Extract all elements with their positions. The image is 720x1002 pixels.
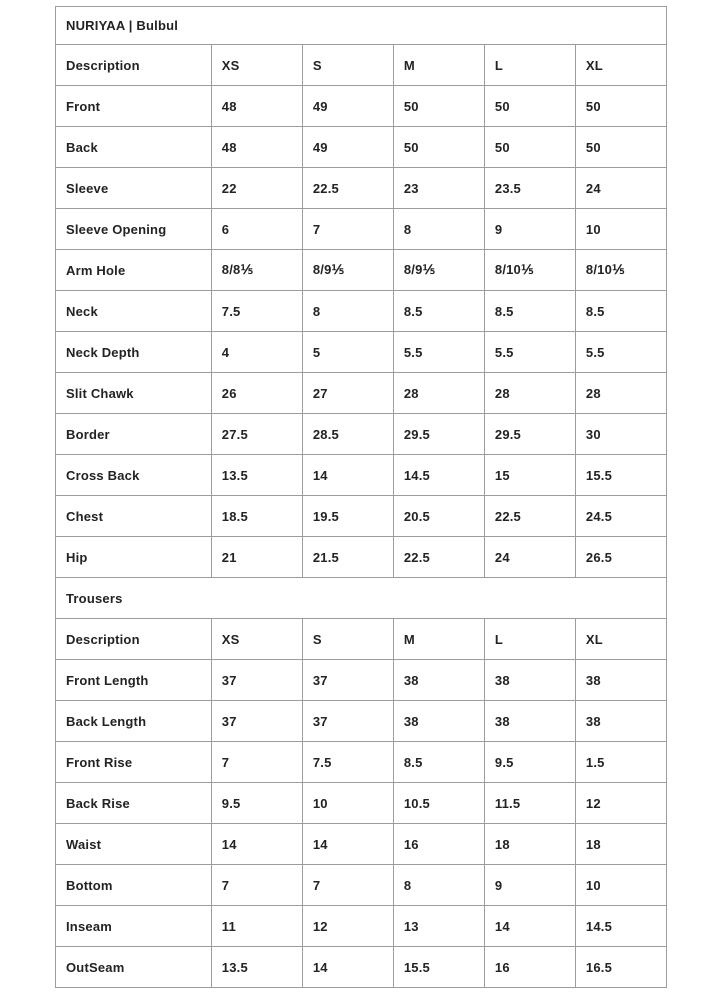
cell-value: 14 — [484, 906, 575, 947]
table-row — [56, 455, 667, 496]
cell-value: 23.5 — [484, 168, 575, 209]
row-label: Back — [56, 127, 212, 168]
cell-value: 22.5 — [484, 496, 575, 537]
cell-value: 26 — [211, 373, 302, 414]
cell-value: 18 — [484, 824, 575, 865]
header-size-xs: XS — [211, 619, 302, 660]
cell-value: 8 — [302, 291, 393, 332]
size-chart-table — [55, 6, 667, 988]
table-row — [56, 373, 667, 414]
cell-value: 50 — [484, 127, 575, 168]
cell-value: 8/9⅕ — [393, 250, 484, 291]
cell-value: 14 — [302, 455, 393, 496]
table-row — [56, 783, 667, 824]
table-row — [56, 865, 667, 906]
header-size-xl: XL — [575, 619, 666, 660]
cell-value: 9 — [484, 865, 575, 906]
header-row-trousers — [56, 619, 667, 660]
cell-value: 5.5 — [393, 332, 484, 373]
cell-value: 21 — [211, 537, 302, 578]
cell-value: 8.5 — [575, 291, 666, 332]
cell-value: 11 — [211, 906, 302, 947]
cell-value: 50 — [575, 127, 666, 168]
cell-value: 24 — [575, 168, 666, 209]
cell-value: 50 — [393, 127, 484, 168]
cell-value: 48 — [211, 86, 302, 127]
table-row — [56, 86, 667, 127]
cell-value: 9 — [484, 209, 575, 250]
row-label: Back Rise — [56, 783, 212, 824]
row-label: Neck Depth — [56, 332, 212, 373]
table-row — [56, 250, 667, 291]
cell-value: 10.5 — [393, 783, 484, 824]
cell-value: 16 — [484, 947, 575, 988]
cell-value: 6 — [211, 209, 302, 250]
cell-value: 15.5 — [575, 455, 666, 496]
row-label: Border — [56, 414, 212, 455]
row-label: Front — [56, 86, 212, 127]
header-row-kurta — [56, 45, 667, 86]
cell-value: 9.5 — [484, 742, 575, 783]
cell-value: 22.5 — [302, 168, 393, 209]
cell-value: 15.5 — [393, 947, 484, 988]
cell-value: 37 — [302, 701, 393, 742]
cell-value: 13.5 — [211, 455, 302, 496]
cell-value: 37 — [211, 660, 302, 701]
cell-value: 24.5 — [575, 496, 666, 537]
row-label: Chest — [56, 496, 212, 537]
cell-value: 21.5 — [302, 537, 393, 578]
cell-value: 8/10⅕ — [484, 250, 575, 291]
cell-value: 28.5 — [302, 414, 393, 455]
cell-value: 23 — [393, 168, 484, 209]
section-title-row-trousers — [56, 578, 667, 619]
table-row — [56, 824, 667, 865]
header-size-m: M — [393, 45, 484, 86]
cell-value: 10 — [302, 783, 393, 824]
cell-value: 12 — [575, 783, 666, 824]
header-size-l: L — [484, 619, 575, 660]
cell-value: 27.5 — [211, 414, 302, 455]
row-label: Front Rise — [56, 742, 212, 783]
row-label: Front Length — [56, 660, 212, 701]
header-description: Description — [56, 619, 212, 660]
cell-value: 18.5 — [211, 496, 302, 537]
table-row — [56, 168, 667, 209]
cell-value: 14.5 — [575, 906, 666, 947]
table-title: NURIYAA | Bulbul — [56, 7, 667, 45]
cell-value: 8 — [393, 209, 484, 250]
row-label: Inseam — [56, 906, 212, 947]
cell-value: 18 — [575, 824, 666, 865]
table-row — [56, 496, 667, 537]
row-label: Sleeve — [56, 168, 212, 209]
cell-value: 38 — [393, 701, 484, 742]
cell-value: 16 — [393, 824, 484, 865]
cell-value: 8.5 — [484, 291, 575, 332]
table-row — [56, 906, 667, 947]
cell-value: 8/9⅕ — [302, 250, 393, 291]
section-title-trousers: Trousers — [56, 578, 667, 619]
row-label: Arm Hole — [56, 250, 212, 291]
cell-value: 19.5 — [302, 496, 393, 537]
cell-value: 49 — [302, 86, 393, 127]
cell-value: 29.5 — [393, 414, 484, 455]
header-size-m: M — [393, 619, 484, 660]
row-label: Waist — [56, 824, 212, 865]
cell-value: 7 — [211, 742, 302, 783]
cell-value: 10 — [575, 865, 666, 906]
cell-value: 20.5 — [393, 496, 484, 537]
cell-value: 16.5 — [575, 947, 666, 988]
cell-value: 48 — [211, 127, 302, 168]
row-label: Slit Chawk — [56, 373, 212, 414]
cell-value: 38 — [575, 660, 666, 701]
cell-value: 8 — [393, 865, 484, 906]
cell-value: 22 — [211, 168, 302, 209]
cell-value: 7 — [302, 209, 393, 250]
cell-value: 7.5 — [211, 291, 302, 332]
cell-value: 49 — [302, 127, 393, 168]
cell-value: 37 — [302, 660, 393, 701]
cell-value: 22.5 — [393, 537, 484, 578]
table-row — [56, 947, 667, 988]
table-row — [56, 291, 667, 332]
cell-value: 15 — [484, 455, 575, 496]
cell-value: 26.5 — [575, 537, 666, 578]
cell-value: 9.5 — [211, 783, 302, 824]
row-label: Cross Back — [56, 455, 212, 496]
row-label: Hip — [56, 537, 212, 578]
row-label: Sleeve Opening — [56, 209, 212, 250]
cell-value: 7.5 — [302, 742, 393, 783]
cell-value: 24 — [484, 537, 575, 578]
cell-value: 8/10⅕ — [575, 250, 666, 291]
cell-value: 5.5 — [575, 332, 666, 373]
table-row — [56, 414, 667, 455]
table-row — [56, 701, 667, 742]
header-description: Description — [56, 45, 212, 86]
table-row — [56, 332, 667, 373]
cell-value: 50 — [484, 86, 575, 127]
cell-value: 8/8⅕ — [211, 250, 302, 291]
cell-value: 5 — [302, 332, 393, 373]
row-label: OutSeam — [56, 947, 212, 988]
cell-value: 30 — [575, 414, 666, 455]
table-row — [56, 660, 667, 701]
cell-value: 5.5 — [484, 332, 575, 373]
cell-value: 8.5 — [393, 291, 484, 332]
cell-value: 12 — [302, 906, 393, 947]
row-label: Neck — [56, 291, 212, 332]
cell-value: 38 — [484, 701, 575, 742]
table-row — [56, 209, 667, 250]
cell-value: 50 — [393, 86, 484, 127]
header-size-l: L — [484, 45, 575, 86]
cell-value: 13.5 — [211, 947, 302, 988]
cell-value: 50 — [575, 86, 666, 127]
cell-value: 4 — [211, 332, 302, 373]
row-label: Bottom — [56, 865, 212, 906]
table-title-row — [56, 7, 667, 45]
cell-value: 28 — [575, 373, 666, 414]
row-label: Back Length — [56, 701, 212, 742]
cell-value: 28 — [484, 373, 575, 414]
cell-value: 29.5 — [484, 414, 575, 455]
table-row — [56, 537, 667, 578]
cell-value: 13 — [393, 906, 484, 947]
cell-value: 11.5 — [484, 783, 575, 824]
cell-value: 14 — [302, 824, 393, 865]
cell-value: 38 — [575, 701, 666, 742]
cell-value: 38 — [393, 660, 484, 701]
cell-value: 1.5 — [575, 742, 666, 783]
cell-value: 14.5 — [393, 455, 484, 496]
table-row — [56, 127, 667, 168]
cell-value: 7 — [211, 865, 302, 906]
table-row — [56, 742, 667, 783]
header-size-s: S — [302, 619, 393, 660]
cell-value: 14 — [302, 947, 393, 988]
cell-value: 10 — [575, 209, 666, 250]
cell-value: 28 — [393, 373, 484, 414]
cell-value: 7 — [302, 865, 393, 906]
header-size-s: S — [302, 45, 393, 86]
header-size-xl: XL — [575, 45, 666, 86]
cell-value: 14 — [211, 824, 302, 865]
cell-value: 27 — [302, 373, 393, 414]
cell-value: 38 — [484, 660, 575, 701]
cell-value: 8.5 — [393, 742, 484, 783]
cell-value: 37 — [211, 701, 302, 742]
header-size-xs: XS — [211, 45, 302, 86]
